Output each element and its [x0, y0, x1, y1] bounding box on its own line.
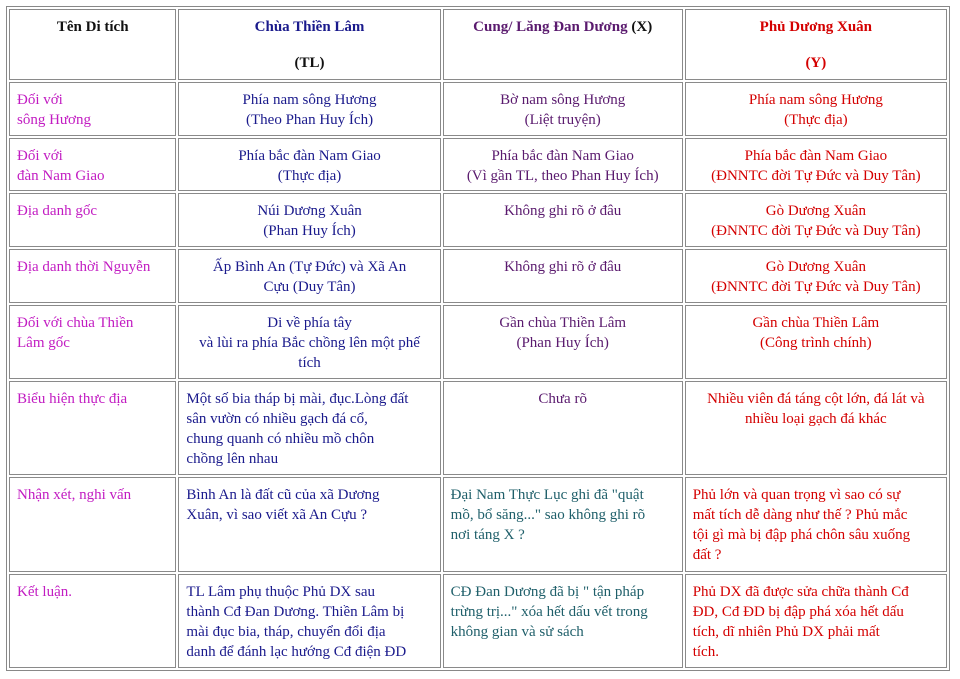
cell-thien-lam: Ấp Bình An (Tự Đức) và Xã An Cựu (Duy Tân) — [178, 249, 440, 303]
cell-duong-xuan: Gò Dương Xuân (ĐNNTC đời Tự Đức và Duy Tân) — [685, 193, 947, 247]
cell-thien-lam: Di về phía tây và lùi ra phía Bắc chồng lên một phế tích — [178, 305, 440, 379]
cell-duong-xuan: Phía nam sông Hương (Thực địa) — [685, 82, 947, 136]
cell-thien-lam: Phía bắc đàn Nam Giao (Thực địa) — [178, 138, 440, 192]
cell-dan-duong: Đại Nam Thực Lục ghi đã "quật mồ, bổ săng..." sao không ghi rõ nơi táng X ? — [443, 477, 683, 571]
comparison-table — [6, 6, 950, 671]
cell-dan-duong: Chưa rõ — [443, 381, 683, 475]
header-dan-duong: Cung/ Lăng Đan Dương (X) — [443, 9, 683, 80]
table-row — [9, 477, 947, 571]
cell-duong-xuan: Nhiều viên đá táng cột lớn, đá lát và nhiều loại gạch đá khác — [685, 381, 947, 475]
cell-dan-duong: Gần chùa Thiền Lâm (Phan Huy Ích) — [443, 305, 683, 379]
cell-duong-xuan: Gò Dương Xuân (ĐNNTC đời Tự Đức và Duy Tân) — [685, 249, 947, 303]
comparison-table-container — [6, 6, 950, 671]
cell-thien-lam: TL Lâm phụ thuộc Phủ DX sau thành Cđ Đan Dương. Thiền Lâm bị mài đục bia, tháp, chuyển đổi địa danh để đánh lạc hướng Cđ điện ĐD — [178, 574, 440, 668]
header-thien-lam: Chùa Thiền Lâm (TL) — [178, 9, 440, 80]
header-duong-xuan: Phủ Dương Xuân (Y) — [685, 9, 947, 80]
cell-dan-duong: Bờ nam sông Hương (Liệt truyện) — [443, 82, 683, 136]
cell-duong-xuan: Phủ lớn và quan trọng vì sao có sự mất tích dễ dàng như thế ? Phủ mắc tội gì mà bị đập phá chôn sâu xuống đất ? — [685, 477, 947, 571]
table-row — [9, 305, 947, 379]
header-row — [9, 9, 947, 80]
row-label: Địa danh thời Nguyễn — [9, 249, 176, 303]
cell-dan-duong: CĐ Đan Dương đã bị " tận pháp trừng trị..." xóa hết dấu vết trong không gian và sử sách — [443, 574, 683, 668]
table-row — [9, 381, 947, 475]
cell-thien-lam: Bình An là đất cũ của xã Dương Xuân, vì sao viết xã An Cựu ? — [178, 477, 440, 571]
cell-dan-duong: Không ghi rõ ở đâu — [443, 193, 683, 247]
cell-duong-xuan: Gần chùa Thiền Lâm (Công trình chính) — [685, 305, 947, 379]
row-label: Nhận xét, nghi vấn — [9, 477, 176, 571]
table-row — [9, 574, 947, 668]
cell-dan-duong: Không ghi rõ ở đâu — [443, 249, 683, 303]
cell-thien-lam: Phía nam sông Hương (Theo Phan Huy Ích) — [178, 82, 440, 136]
header-site-name: Tên Di tích — [9, 9, 176, 80]
cell-duong-xuan: Phía bắc đàn Nam Giao (ĐNNTC đời Tự Đức và Duy Tân) — [685, 138, 947, 192]
row-label: Biểu hiện thực địa — [9, 381, 176, 475]
cell-thien-lam: Một số bia tháp bị mài, đục.Lòng đất sân vườn có nhiều gạch đá cổ, chung quanh có nhiều mồ chôn chồng lên nhau — [178, 381, 440, 475]
row-label: Đối với chùa Thiền Lâm gốc — [9, 305, 176, 379]
table-row — [9, 193, 947, 247]
cell-dan-duong: Phía bắc đàn Nam Giao (Vì gần TL, theo Phan Huy Ích) — [443, 138, 683, 192]
table-row — [9, 82, 947, 136]
row-label: Kết luận. — [9, 574, 176, 668]
row-label: Địa danh gốc — [9, 193, 176, 247]
table-row — [9, 138, 947, 192]
row-label: Đối với sông Hương — [9, 82, 176, 136]
cell-thien-lam: Núi Dương Xuân (Phan Huy Ích) — [178, 193, 440, 247]
row-label: Đối với đàn Nam Giao — [9, 138, 176, 192]
cell-duong-xuan: Phủ DX đã được sửa chữa thành Cđ ĐD, Cđ ĐD bị đập phá xóa hết dấu tích, dĩ nhiên Phủ DX phải mất tích. — [685, 574, 947, 668]
table-row — [9, 249, 947, 303]
